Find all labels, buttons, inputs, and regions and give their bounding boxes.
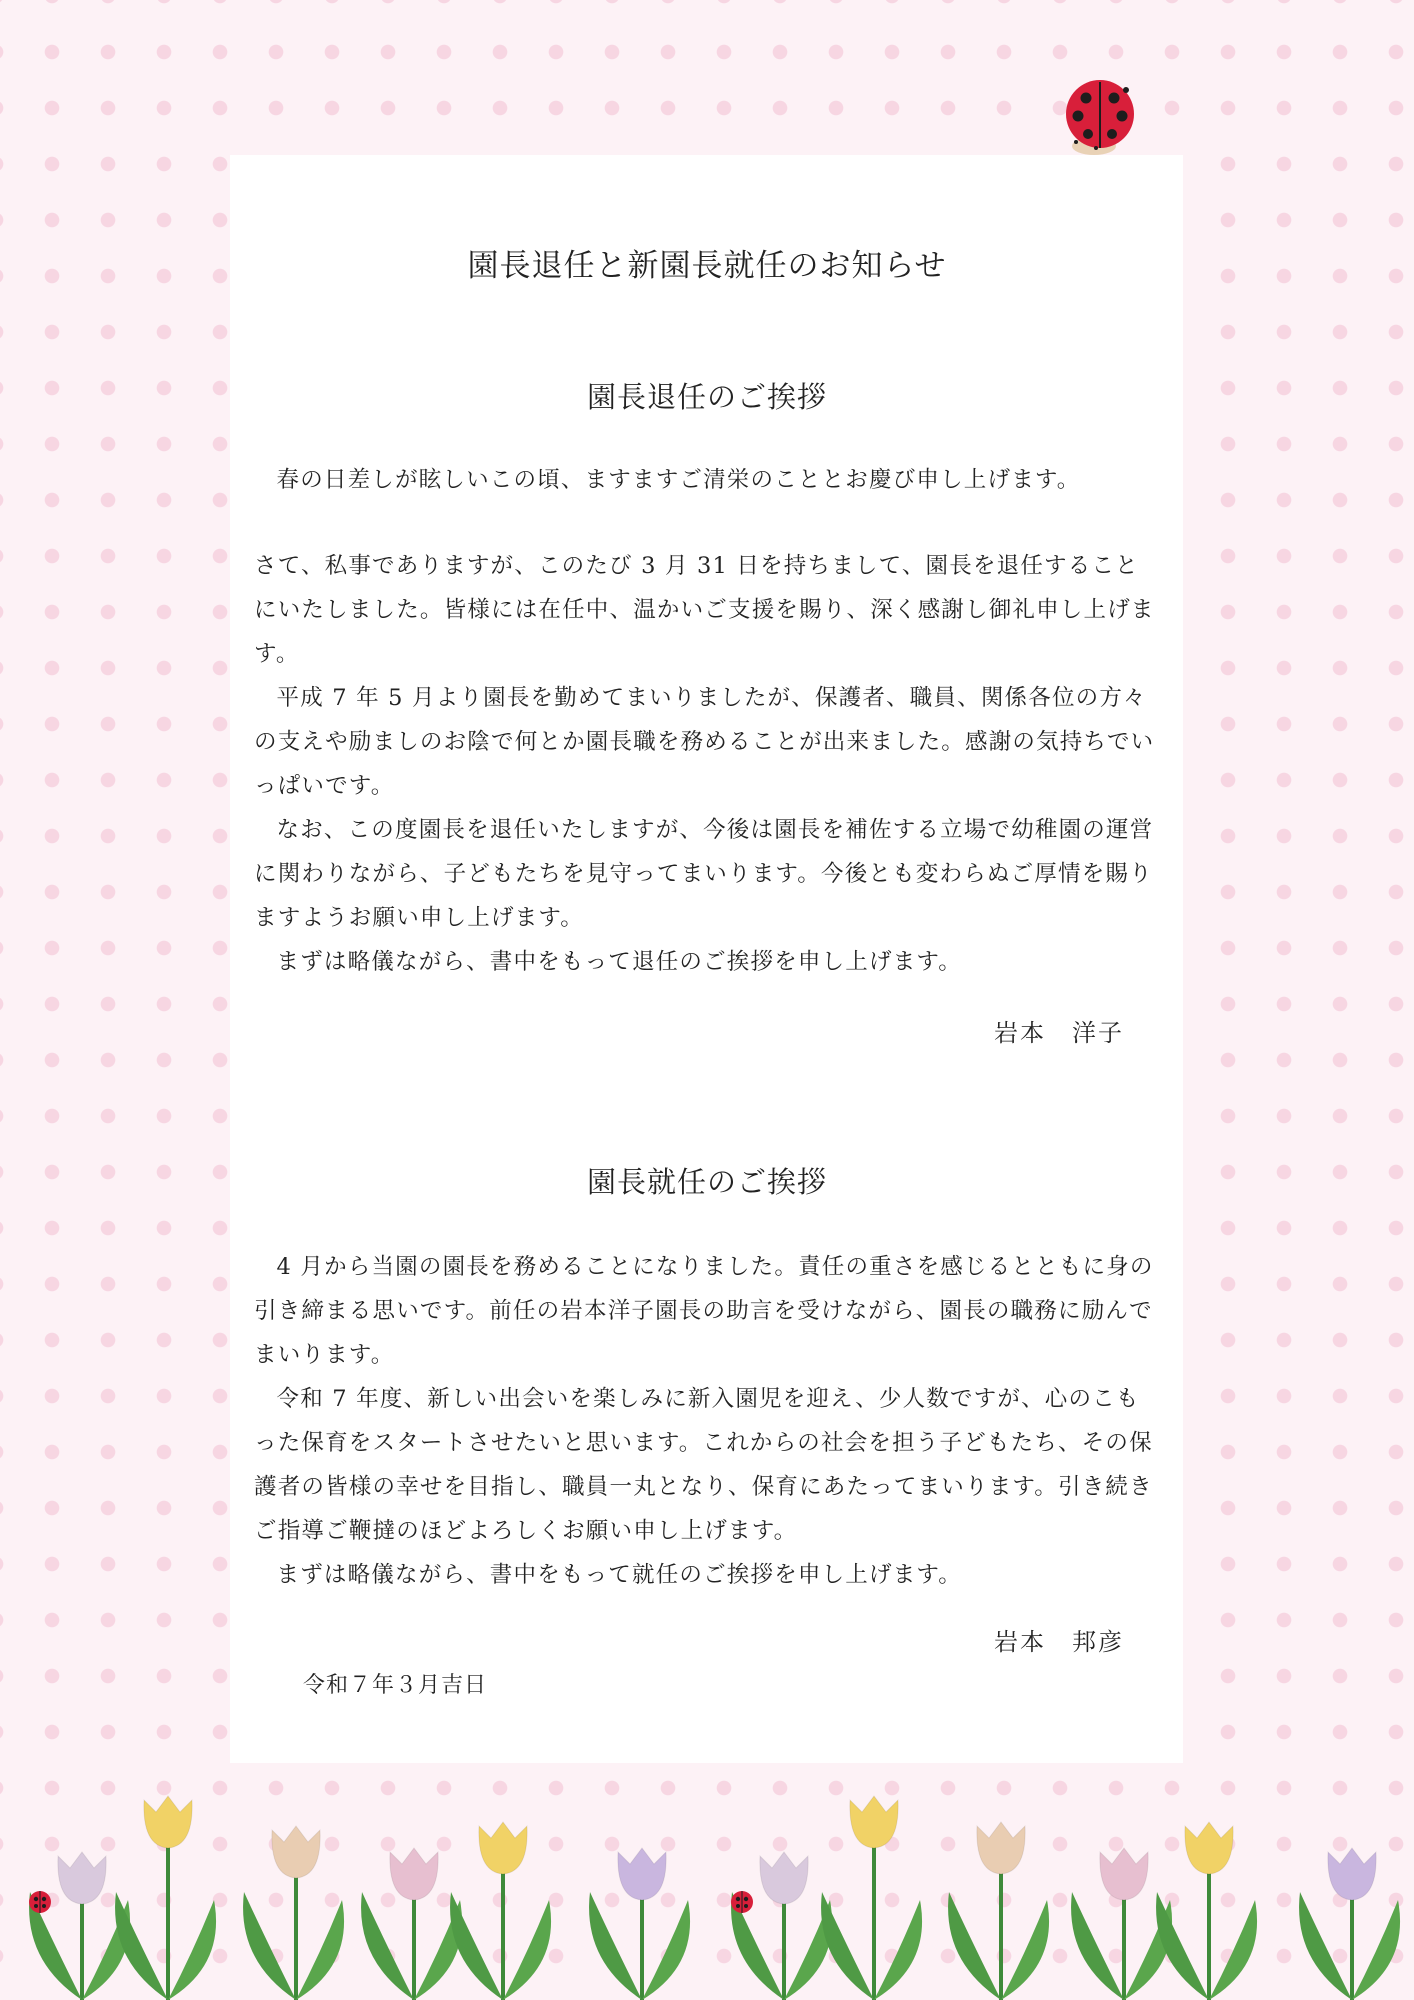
tulip-icon [1299, 1848, 1400, 2000]
appointment-body [254, 1245, 1159, 1597]
retirement-greeting [254, 458, 1159, 502]
tulip-icon [1071, 1848, 1172, 2000]
tulip-icon [821, 1796, 922, 2000]
retirement-paragraph: まずは略儀ながら、書中をもって退任のご挨拶を申し上げます。 [276, 949, 963, 975]
tulip-icon [361, 1848, 462, 2000]
appointment-paragraph: 4 月から当園の園長を務めることになりました。責任の重さを感じるとともに身の引き締まる思いです。前任の岩本洋子園長の助言を受けながら、園長の職務に励んでまいります。 [254, 1254, 1154, 1368]
ladybug-icon [29, 1891, 51, 1913]
tulip-icon [731, 1852, 832, 2000]
appointment-paragraph: 令和 7 年度、新しい出会いを楽しみに新入園児を迎え、少人数ですが、心のこもった保育をスタートさせたいと思います。これからの社会を担う子どもたち、その保護者の皆様の幸せを目指し、職員一丸となり、保育にあたってまいります。引き続きご指導ご鞭撻のほどよろしくお願い申し上げます。 [254, 1386, 1153, 1544]
ladybug-icon [1056, 76, 1146, 160]
retirement-paragraph: さて、私事でありますが、このたび 3 月 31 日を持ちまして、園長を退任することにいたしました。皆様には在任中、温かいご支援を賜り、深く感謝し御礼申し上げます。 [254, 553, 1155, 667]
tulip-border [0, 1760, 1414, 2000]
document-title: 園長退任と新園長就任のお知らせ [467, 248, 947, 284]
retirement-signature: 岩本 洋子 [994, 1019, 1124, 1047]
appointment-signature: 岩本 邦彦 [994, 1628, 1124, 1656]
issue-date: 令和７年３月吉日 [303, 1673, 488, 1698]
greeting-paragraph: 春の日差しが眩しいこの頃、ますますご清栄のこととお慶び申し上げます。 [276, 467, 1081, 493]
tulip-icon [948, 1822, 1049, 2000]
ladybug-icon [731, 1891, 753, 1913]
tulip-icon [589, 1848, 690, 2000]
tulip-icon [29, 1852, 130, 2000]
retirement-paragraph: なお、この度園長を退任いたしますが、今後は園長を補佐する立場で幼稚園の運営に関わりながら、子どもたちを見守ってまいります。今後とも変わらぬご厚情を賜りますようお願い申し上げます。 [254, 817, 1154, 931]
appointment-heading: 園長就任のご挨拶 [586, 1165, 827, 1199]
retirement-paragraph: 平成 7 年 5 月より園長を勤めてまいりましたが、保護者、職員、関係各位の方々の支えや励ましのお陰で何とか園長職を務めることが出来ました。感謝の気持ちでいっぱいです。 [254, 685, 1155, 799]
tulip-icon [450, 1822, 551, 2000]
appointment-paragraph: まずは略儀ながら、書中をもって就任のご挨拶を申し上げます。 [276, 1562, 963, 1588]
retirement-heading: 園長退任のご挨拶 [586, 380, 827, 414]
retirement-body [254, 544, 1159, 984]
tulip-icon [243, 1826, 344, 2000]
tulip-icon [115, 1796, 216, 2000]
